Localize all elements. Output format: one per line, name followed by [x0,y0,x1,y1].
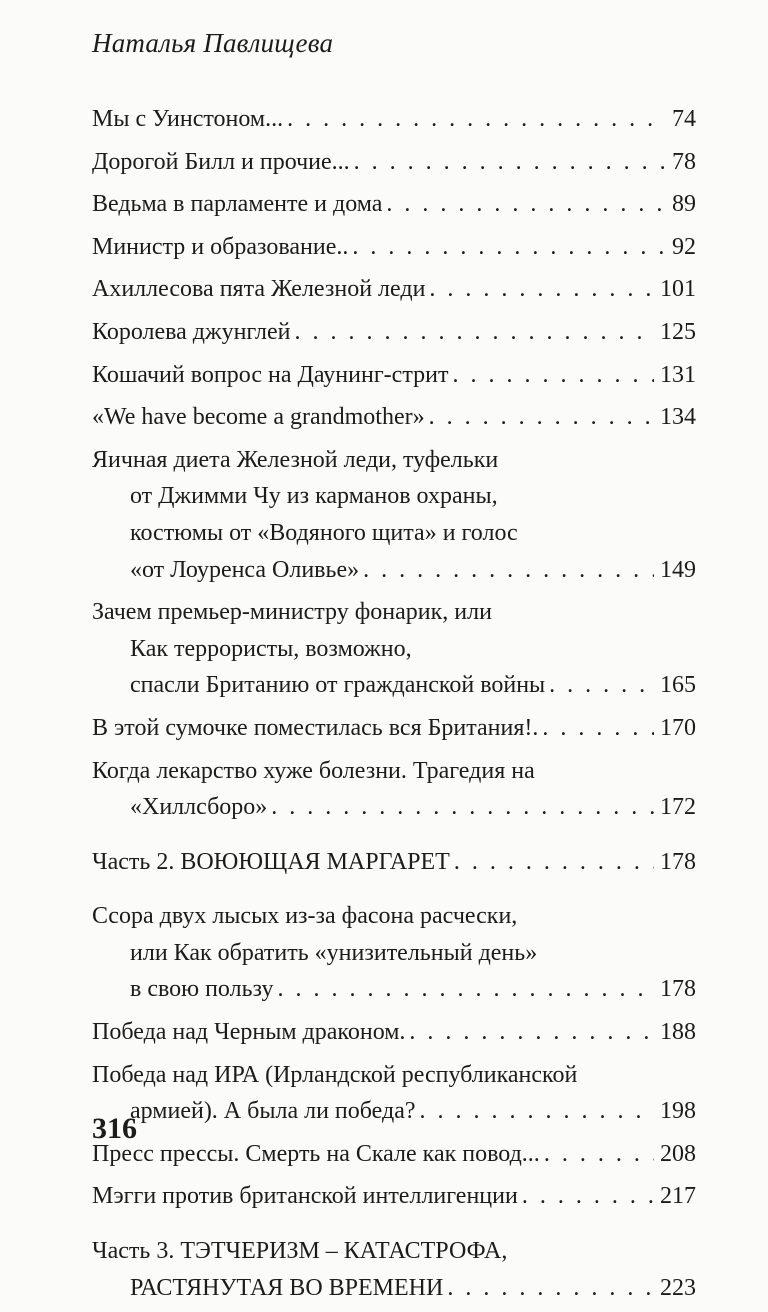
toc-entry [92,1014,696,1051]
dot-leader [295,314,654,351]
toc-entry [92,271,696,308]
dot-leader [420,1093,654,1130]
dot-leader [278,971,654,1008]
page-folio-number: 316 [92,1112,137,1145]
toc-page-number: 101 [660,276,696,303]
toc-entry-title: «We have become a grandmother» [92,404,425,431]
toc-entry-title: Зачем премьер-министру фонарик, или [92,599,492,626]
toc-entry-title: Когда лекарство хуже болезни. Трагедия на [92,757,535,784]
toc-page-number: 198 [660,1098,696,1125]
dot-leader [363,552,654,589]
toc-page-number: 165 [660,672,696,699]
toc-entry-title: Мы с Уинстоном... [92,106,284,132]
dot-leader [354,144,666,181]
dot-leader [287,101,666,138]
toc-entry-title-cont: от Джимми Чу из карманов охраны, [130,483,498,510]
toc-entry [92,1057,696,1130]
toc-line-last [92,1093,696,1130]
toc-line-last [92,399,696,436]
toc-entry-title-cont: армией). А была ли победа? [130,1098,416,1125]
toc-part-title: Часть 2. ВОЮЮЩАЯ МАРГАРЕТ [92,848,450,875]
toc-entry-title: Кошачий вопрос на Даунинг-стрит [92,361,449,388]
toc-line-last [92,1270,696,1307]
toc-line-last [92,101,696,138]
dot-leader [544,1136,654,1173]
toc-line-last [92,357,696,394]
toc-entry [92,442,696,588]
toc-entry-title: Ахиллесова пята Железной леди [92,276,426,303]
toc-page-number: 149 [660,556,696,583]
dot-leader [549,667,654,704]
toc-line-last [92,552,696,589]
page [92,28,696,1312]
dot-leader [429,271,654,308]
toc-page-number: 178 [660,848,696,875]
toc-page-number: 208 [660,1140,696,1167]
toc-page-number: 170 [660,714,696,741]
toc-entry-title: Победа над ИРА (Ирландской республиканской [92,1061,578,1088]
toc-line-last [92,710,696,747]
toc-entry-title: Победа над Черным драконом. [92,1019,406,1046]
toc-entry-title: Ссора двух лысых из-за фасона расчески, [92,903,518,930]
toc-entry [92,1136,696,1173]
toc-line-last [92,1014,696,1051]
toc-line-last [92,186,696,223]
dot-leader [447,1270,654,1307]
toc-part-title-cont: РАСТЯНУТАЯ ВО ВРЕМЕНИ [130,1274,444,1301]
toc-part-heading [92,1233,696,1306]
dot-leader [409,1014,654,1051]
toc-entry [92,594,696,704]
dot-leader [386,186,666,223]
toc-entry [92,314,696,351]
toc-line-last [92,229,696,266]
toc-page-number: 74 [672,106,696,132]
toc-entry [92,710,696,747]
toc-page-number: 89 [672,191,696,218]
toc-entry-title: Мэгги против британской интеллигенции [92,1183,518,1210]
dot-leader [271,789,654,826]
toc-entry-title-cont: или Как обратить «унизительный день» [130,939,538,966]
running-head-author: Наталья Павлищева [92,28,334,58]
dot-leader [522,1178,654,1215]
toc-entry-title: Министр и образование.. [92,233,349,260]
dot-leader [454,844,654,881]
toc-page-number: 134 [660,404,696,431]
toc-entry [92,357,696,394]
toc-entry-title-cont: «Хиллсборо» [130,794,268,821]
toc-page-number: 223 [660,1274,696,1301]
toc-entry [92,186,696,223]
toc-page-number: 131 [660,361,696,388]
toc-line-last [92,1136,696,1173]
toc-line-last [92,971,696,1008]
toc-entry-title: Ведьма в парламенте и дома [92,191,383,218]
toc-entry-title-cont: спасли Британию от гражданской войны [130,672,546,699]
toc-entry [92,144,696,181]
toc-line-last [92,667,696,704]
toc-line-last [92,1178,696,1215]
toc-page-number: 125 [660,318,696,345]
toc-page-number: 178 [660,976,696,1003]
toc-entry-title-cont: в свою пользу [130,976,274,1003]
toc-part-title: Часть 3. ТЭТЧЕРИЗМ – КАТАСТРОФА, [92,1238,508,1265]
toc-entry [92,229,696,266]
toc-entry [92,101,696,138]
toc-page-number: 188 [660,1019,696,1046]
dot-leader [429,399,654,436]
dot-leader [452,357,654,394]
toc-page-number: 172 [660,794,696,821]
toc-entry-title: В этой сумочке поместилась вся Британия!. [92,714,539,741]
toc-entry-title: Яичная диета Железной леди, туфельки [92,446,499,473]
toc-page-number: 92 [672,233,696,260]
toc-page-number: 217 [660,1183,696,1210]
toc-entry-title: Дорогой Билл и прочие... [92,148,350,175]
toc-entry [92,898,696,1008]
toc-entry-title-cont: Как террористы, возможно, [130,635,412,662]
toc-line-last [92,144,696,181]
dot-leader [542,710,654,747]
toc-entry-title: Королева джунглей [92,318,291,345]
toc-entry-title: Пресс прессы. Смерть на Скале как повод... [92,1140,540,1167]
dot-leader [352,229,666,266]
toc-page-number: 78 [672,148,696,175]
toc-entry [92,399,696,436]
toc-line-last [92,271,696,308]
toc-line-last [92,789,696,826]
toc-entry [92,1178,696,1215]
toc-line-last [92,844,696,881]
toc-entry-title-cont: костюмы от «Водяного щита» и голос [130,519,518,546]
toc-entry-title-cont: «от Лоуренса Оливье» [130,556,360,583]
toc-line-last [92,314,696,351]
toc-entry [92,753,696,826]
toc-part-heading [92,844,696,881]
